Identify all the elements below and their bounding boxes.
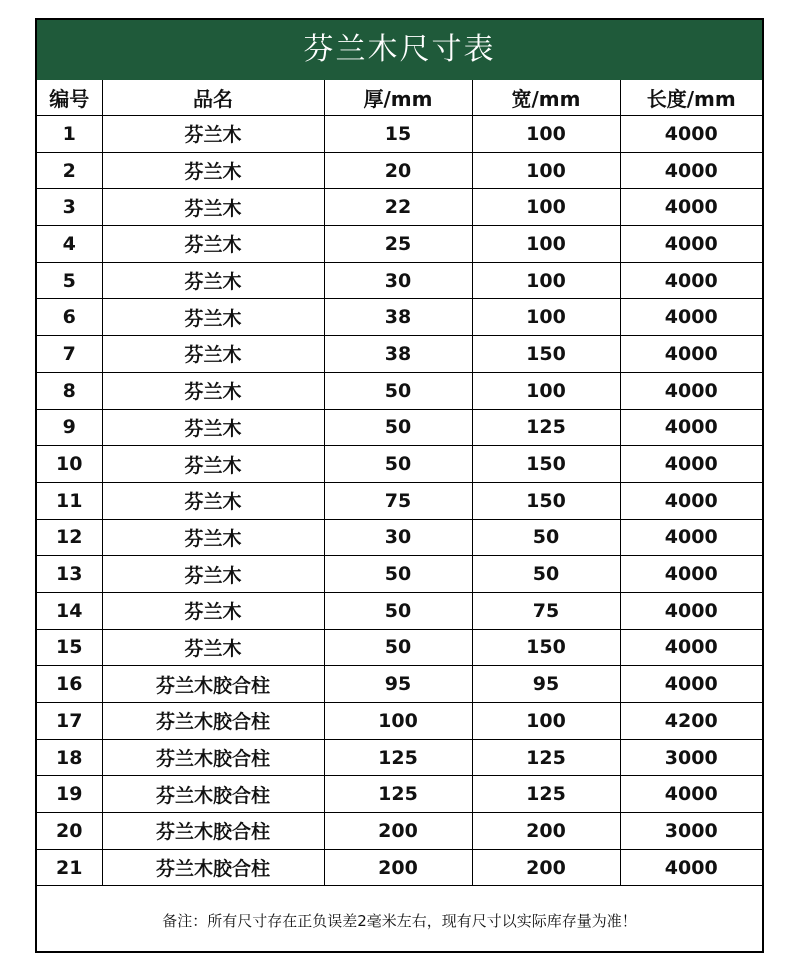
cell-thickness: 22 [324, 189, 472, 226]
cell-name: 芬兰木 [102, 262, 324, 299]
table-row [37, 849, 762, 886]
cell-id: 3 [37, 189, 102, 226]
cell-length: 4000 [620, 776, 762, 813]
cell-id: 14 [37, 592, 102, 629]
cell-thickness: 25 [324, 226, 472, 263]
cell-length: 4000 [620, 189, 762, 226]
cell-thickness: 30 [324, 262, 472, 299]
size-table [37, 80, 762, 886]
cell-width: 100 [472, 152, 620, 189]
cell-length: 4000 [620, 372, 762, 409]
cell-width: 150 [472, 336, 620, 373]
cell-width: 100 [472, 703, 620, 740]
table-row [37, 482, 762, 519]
cell-width: 75 [472, 592, 620, 629]
table-row [37, 372, 762, 409]
cell-name: 芬兰木 [102, 446, 324, 483]
table-row [37, 666, 762, 703]
cell-id: 21 [37, 849, 102, 886]
size-table-sheet [35, 18, 764, 953]
cell-thickness: 30 [324, 519, 472, 556]
footnote: 备注：所有尺寸存在正负误差2毫米左右，现有尺寸以实际库存量为准！ [162, 912, 637, 930]
cell-length: 4000 [620, 336, 762, 373]
table-row [37, 519, 762, 556]
cell-length: 3000 [620, 813, 762, 850]
header-row [37, 80, 762, 116]
cell-name: 芬兰木 [102, 299, 324, 336]
cell-width: 150 [472, 446, 620, 483]
table-row [37, 776, 762, 813]
cell-length: 4000 [620, 152, 762, 189]
cell-width: 50 [472, 519, 620, 556]
cell-thickness: 125 [324, 776, 472, 813]
cell-width: 100 [472, 299, 620, 336]
cell-length: 4000 [620, 556, 762, 593]
cell-name: 芬兰木 [102, 556, 324, 593]
table-row [37, 446, 762, 483]
cell-id: 10 [37, 446, 102, 483]
cell-width: 100 [472, 226, 620, 263]
header-length: 长度/mm [620, 80, 762, 116]
cell-id: 5 [37, 262, 102, 299]
cell-thickness: 38 [324, 336, 472, 373]
table-row [37, 556, 762, 593]
cell-thickness: 50 [324, 446, 472, 483]
cell-name: 芬兰木 [102, 629, 324, 666]
cell-thickness: 38 [324, 299, 472, 336]
cell-thickness: 50 [324, 556, 472, 593]
table-row [37, 592, 762, 629]
header-id: 编号 [37, 80, 102, 116]
table-row [37, 813, 762, 850]
cell-id: 20 [37, 813, 102, 850]
table-row [37, 262, 762, 299]
cell-name: 芬兰木胶合柱 [102, 776, 324, 813]
cell-length: 4000 [620, 592, 762, 629]
cell-width: 200 [472, 813, 620, 850]
table-row [37, 299, 762, 336]
cell-name: 芬兰木胶合柱 [102, 813, 324, 850]
cell-id: 11 [37, 482, 102, 519]
cell-thickness: 50 [324, 409, 472, 446]
cell-thickness: 50 [324, 372, 472, 409]
cell-thickness: 50 [324, 629, 472, 666]
table-row [37, 116, 762, 153]
table-title: 芬兰木尺寸表 [37, 20, 762, 80]
cell-length: 4000 [620, 666, 762, 703]
cell-length: 4000 [620, 629, 762, 666]
cell-name: 芬兰木 [102, 409, 324, 446]
table-row [37, 629, 762, 666]
cell-width: 100 [472, 372, 620, 409]
cell-length: 3000 [620, 739, 762, 776]
cell-name: 芬兰木 [102, 116, 324, 153]
header-thickness: 厚/mm [324, 80, 472, 116]
cell-id: 12 [37, 519, 102, 556]
table-row [37, 152, 762, 189]
cell-id: 7 [37, 336, 102, 373]
cell-id: 1 [37, 116, 102, 153]
cell-thickness: 200 [324, 849, 472, 886]
cell-name: 芬兰木 [102, 482, 324, 519]
header-name: 品名 [102, 80, 324, 116]
cell-width: 125 [472, 776, 620, 813]
table-row [37, 409, 762, 446]
cell-name: 芬兰木 [102, 226, 324, 263]
cell-length: 4000 [620, 849, 762, 886]
cell-width: 100 [472, 189, 620, 226]
cell-id: 18 [37, 739, 102, 776]
cell-width: 150 [472, 629, 620, 666]
table-row [37, 189, 762, 226]
cell-id: 15 [37, 629, 102, 666]
cell-width: 200 [472, 849, 620, 886]
cell-id: 4 [37, 226, 102, 263]
cell-length: 4000 [620, 262, 762, 299]
cell-width: 50 [472, 556, 620, 593]
cell-thickness: 50 [324, 592, 472, 629]
cell-name: 芬兰木 [102, 592, 324, 629]
cell-id: 17 [37, 703, 102, 740]
cell-thickness: 20 [324, 152, 472, 189]
cell-length: 4000 [620, 482, 762, 519]
table-row [37, 703, 762, 740]
cell-thickness: 75 [324, 482, 472, 519]
cell-thickness: 125 [324, 739, 472, 776]
cell-id: 13 [37, 556, 102, 593]
cell-name: 芬兰木 [102, 372, 324, 409]
cell-length: 4200 [620, 703, 762, 740]
header-width: 宽/mm [472, 80, 620, 116]
cell-id: 19 [37, 776, 102, 813]
cell-width: 95 [472, 666, 620, 703]
cell-length: 4000 [620, 519, 762, 556]
cell-name: 芬兰木胶合柱 [102, 703, 324, 740]
cell-length: 4000 [620, 446, 762, 483]
cell-width: 150 [472, 482, 620, 519]
cell-thickness: 100 [324, 703, 472, 740]
cell-thickness: 95 [324, 666, 472, 703]
cell-length: 4000 [620, 409, 762, 446]
cell-thickness: 15 [324, 116, 472, 153]
cell-name: 芬兰木 [102, 152, 324, 189]
cell-name: 芬兰木 [102, 189, 324, 226]
cell-id: 2 [37, 152, 102, 189]
table-row [37, 226, 762, 263]
cell-id: 6 [37, 299, 102, 336]
cell-length: 4000 [620, 116, 762, 153]
cell-id: 16 [37, 666, 102, 703]
cell-width: 125 [472, 409, 620, 446]
cell-width: 100 [472, 116, 620, 153]
cell-name: 芬兰木胶合柱 [102, 739, 324, 776]
cell-name: 芬兰木胶合柱 [102, 666, 324, 703]
cell-name: 芬兰木 [102, 336, 324, 373]
cell-name: 芬兰木胶合柱 [102, 849, 324, 886]
cell-id: 8 [37, 372, 102, 409]
cell-name: 芬兰木 [102, 519, 324, 556]
cell-width: 125 [472, 739, 620, 776]
cell-id: 9 [37, 409, 102, 446]
table-row [37, 336, 762, 373]
cell-length: 4000 [620, 226, 762, 263]
cell-length: 4000 [620, 299, 762, 336]
table-row [37, 739, 762, 776]
cell-thickness: 200 [324, 813, 472, 850]
cell-width: 100 [472, 262, 620, 299]
